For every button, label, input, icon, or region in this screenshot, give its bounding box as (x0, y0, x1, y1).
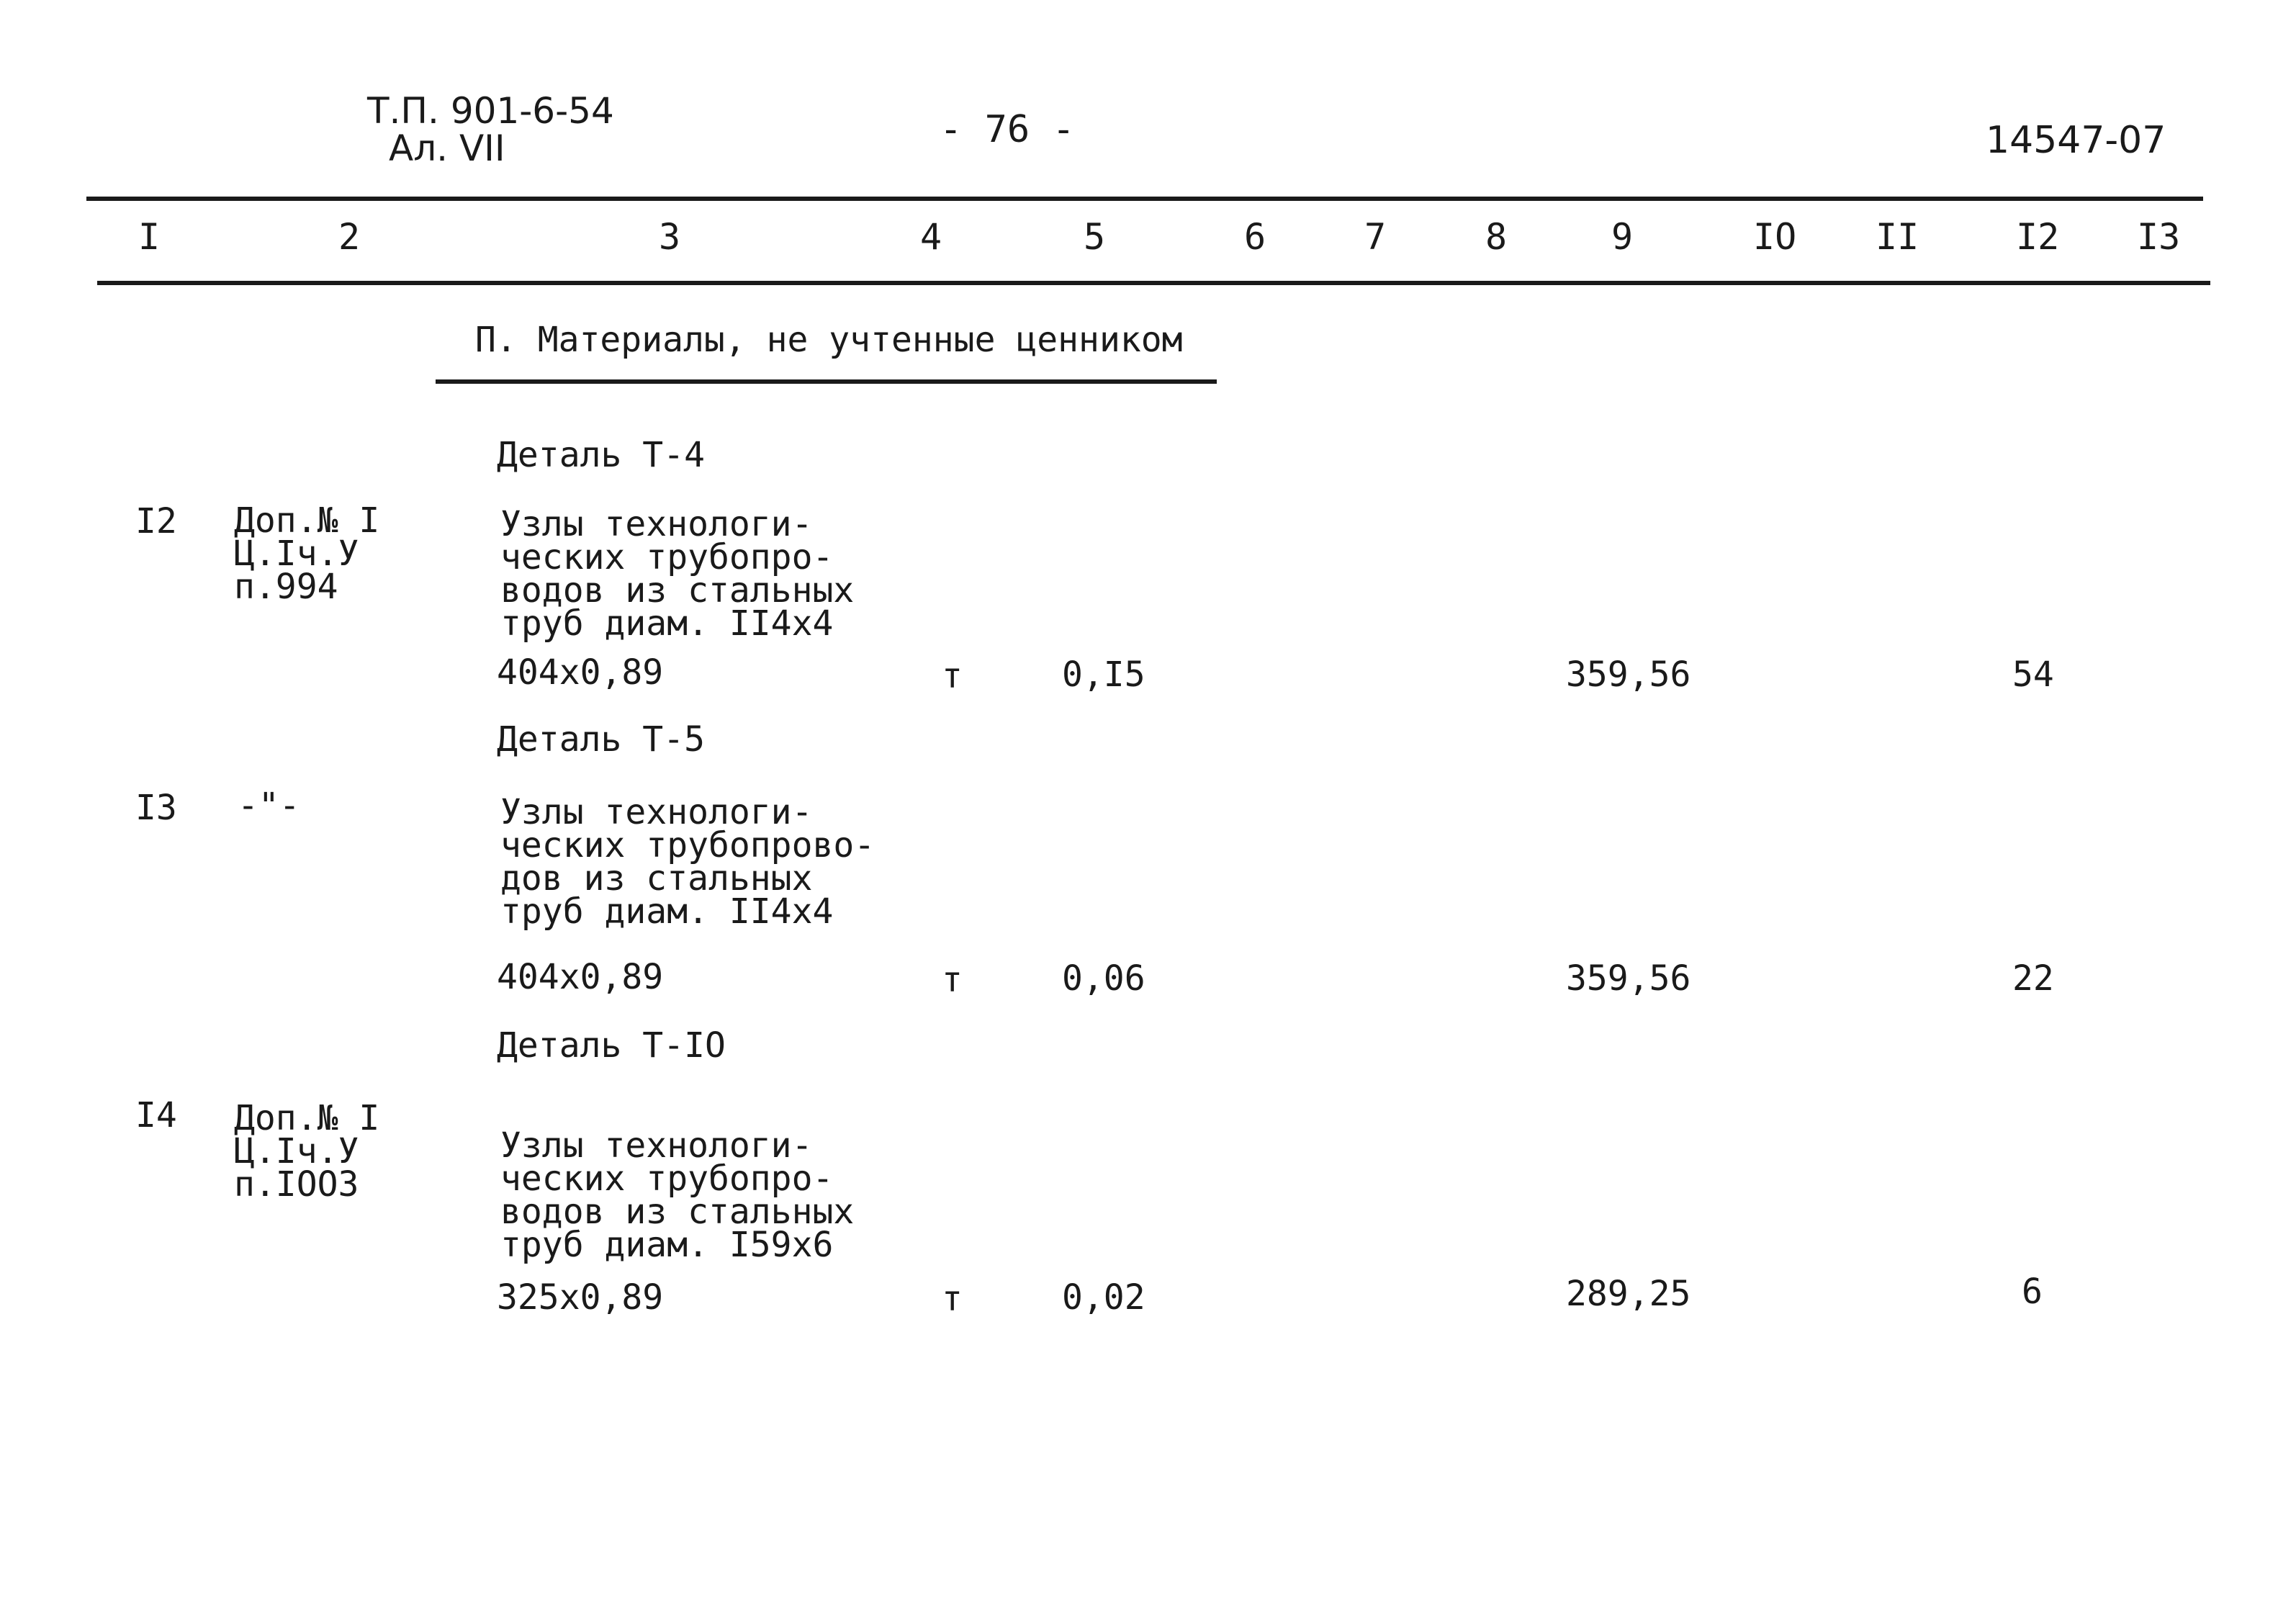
unit: т (942, 656, 963, 696)
project-code (367, 92, 614, 167)
price-reference: Доп.№ I Ц.Iч.У п.994 (234, 500, 380, 607)
project-code-line1: Т.П. 901-6-54 (367, 90, 614, 132)
total-cost: 22 (2012, 958, 2054, 999)
column-number-13: I3 (2137, 216, 2181, 258)
column-number-8: 8 (1485, 216, 1508, 258)
detail-heading: Деталь Т-IO (497, 1025, 726, 1066)
page-number: - 76 - (940, 108, 1075, 151)
calculation: 404x0,89 (497, 957, 664, 997)
column-number-7: 7 (1364, 216, 1387, 258)
quantity: 0,I5 (1062, 654, 1145, 695)
calculation: 404x0,89 (497, 652, 664, 693)
detail-heading: Деталь Т-5 (497, 719, 705, 760)
column-number-6: 6 (1244, 216, 1266, 258)
column-number-9: 9 (1611, 216, 1634, 258)
column-number-5: 5 (1084, 216, 1106, 258)
total-cost: 54 (2012, 654, 2054, 695)
price-reference: -"- (238, 786, 300, 826)
item-description: Узлы технологи- ческих трубопрово- дов из стальных труб диам. II4x4 (500, 792, 875, 932)
column-number-12: I2 (2016, 216, 2060, 258)
quantity: 0,06 (1062, 958, 1145, 999)
column-number-10: IO (1753, 216, 1797, 258)
section-title-underline (436, 379, 1217, 384)
unit-price: 359,56 (1566, 654, 1691, 695)
detail-heading: Деталь Т-4 (497, 435, 705, 475)
unit: т (942, 1279, 963, 1319)
column-number-2: 2 (338, 216, 361, 258)
row-number: I2 (135, 501, 177, 541)
column-number-1: I (138, 216, 161, 258)
header-bottom-rule (97, 281, 2210, 285)
calculation: 325x0,89 (497, 1277, 664, 1318)
project-code-line2: Ал. VII (389, 127, 505, 169)
column-number-3: 3 (659, 216, 681, 258)
row-number: I3 (135, 788, 177, 828)
header-top-rule (86, 197, 2203, 201)
section-title: П. Материалы, не учтенные ценником (475, 320, 1183, 360)
document-number: 14547-07 (1986, 119, 2166, 162)
unit-price: 289,25 (1566, 1274, 1691, 1314)
unit-price: 359,56 (1566, 958, 1691, 999)
total-cost: 6 (2022, 1272, 2043, 1312)
price-reference: Доп.№ I Ц.Iч.У п.IOO3 (234, 1098, 380, 1205)
row-number: I4 (135, 1095, 177, 1135)
item-description: Узлы технологи- ческих трубопро- водов из стальных труб диам. I59x6 (500, 1125, 855, 1265)
column-number-4: 4 (920, 216, 942, 258)
quantity: 0,02 (1062, 1277, 1145, 1318)
column-number-11: II (1876, 216, 1919, 258)
item-description: Узлы технологи- ческих трубопро- водов из стальных труб диам. II4x4 (500, 504, 855, 644)
unit: т (942, 960, 963, 1000)
